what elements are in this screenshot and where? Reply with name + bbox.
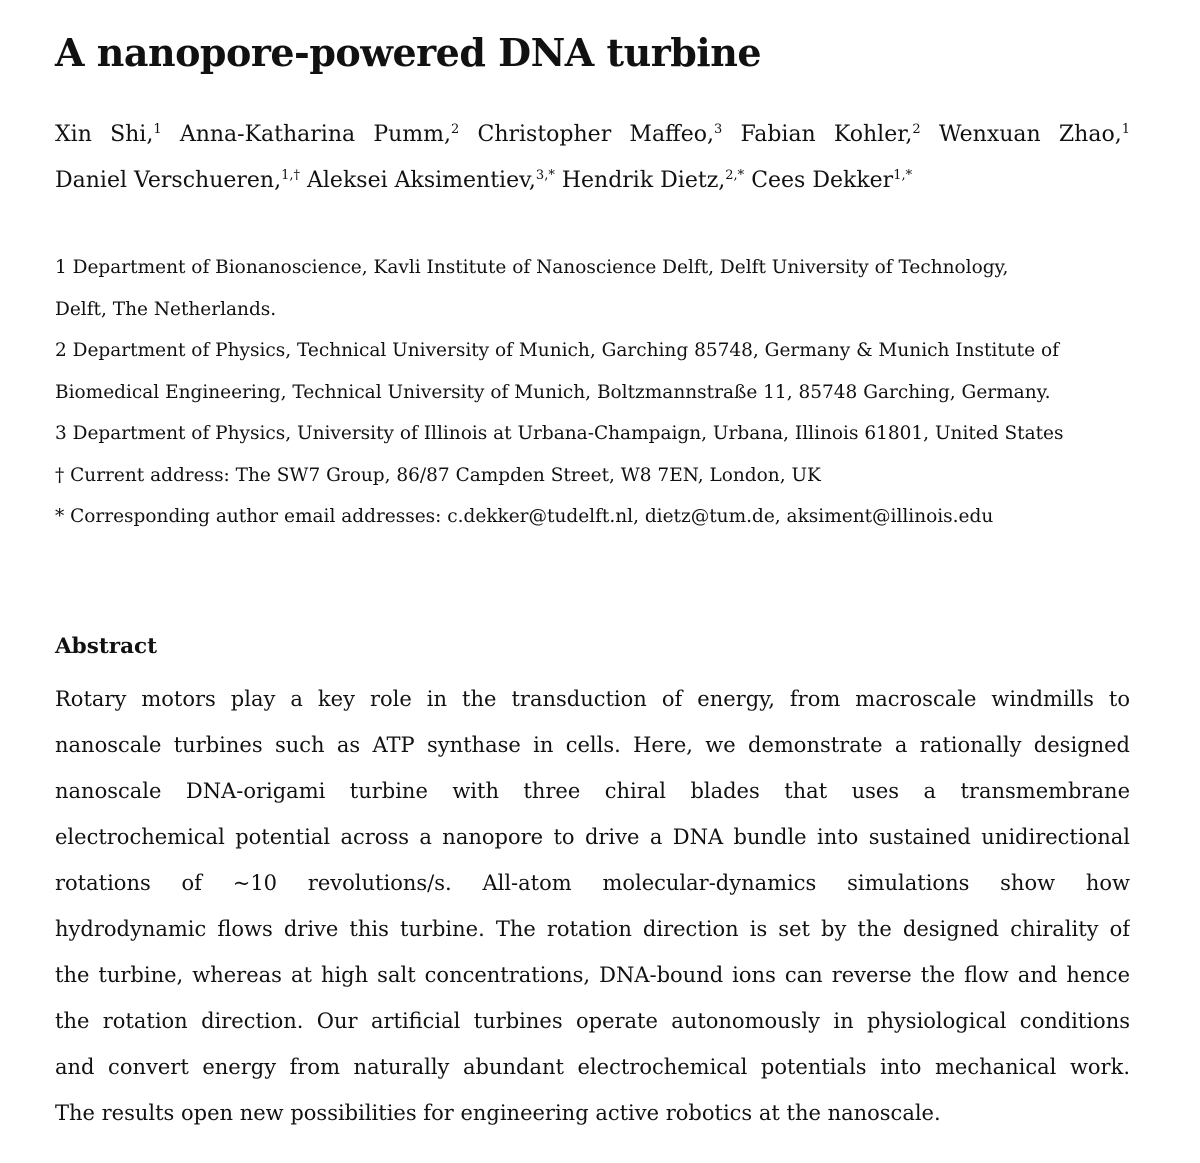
author-list [55, 112, 1130, 204]
abstract-line: nanoscale DNA-origami turbine with three chiral blades that uses a transmembrane [55, 779, 1130, 803]
author: Fabian Kohler,$^2$ [740, 122, 921, 147]
abstract-line: the rotation direction. Our artificial turbines operate autonomously in physiological conditions [55, 1009, 1130, 1033]
author: Anna-Katharina Pumm,$^2$ [179, 122, 460, 147]
author-affiliation-marker: 1 [153, 122, 162, 137]
affiliation-list [55, 247, 1130, 538]
abstract-line: rotations of ~10 revolutions/s. All-atom molecular-dynamics simulations show how [55, 871, 1130, 895]
affiliation-1-line-1: 1 Department of Bionanoscience, Kavli Institute of Nanoscience Delft, Delft University of Technology, [55, 257, 1009, 278]
author: Cees Dekker$^{1,*}$ [751, 168, 913, 193]
abstract-body [55, 676, 1130, 1136]
abstract-line: hydrodynamic flows drive this turbine. The rotation direction is set by the designed chirality of [55, 917, 1130, 941]
affiliation-3: 3 Department of Physics, University of Illinois at Urbana-Champaign, Urbana, Illinois 61801, United States [55, 423, 1064, 444]
author-affiliation-marker: 1 [1121, 122, 1130, 137]
author-affiliation-marker: 3,* [535, 168, 555, 183]
abstract-line: Rotary motors play a key role in the transduction of energy, from macroscale windmills to [55, 687, 1130, 711]
author: Christopher Maffeo,$^3$ [477, 122, 723, 147]
corresponding-author-note: * Corresponding author email addresses: c.dekker@tudelft.nl, dietz@tum.de, aksiment@illinois.edu [55, 506, 994, 527]
author: Daniel Verschueren,$^{1,\dagger}$ [55, 168, 300, 193]
abstract-line: electrochemical potential across a nanopore to drive a DNA bundle into sustained unidirectional [55, 825, 1130, 849]
author: Wenxuan Zhao,$^1$ [938, 122, 1130, 147]
author-affiliation-marker: 1,* [893, 168, 913, 183]
abstract-line: and convert energy from naturally abundant electrochemical potentials into mechanical work. [55, 1055, 1130, 1079]
author-affiliation-marker: 2 [451, 122, 460, 137]
abstract-line: the turbine, whereas at high salt concentrations, DNA-bound ions can reverse the flow and hence [55, 963, 1130, 987]
author: Hendrik Dietz,$^{2,*}$ [561, 168, 745, 193]
paper-title: A nanopore-powered DNA turbine [55, 30, 762, 75]
author: Aleksei Aksimentiev,$^{3,*}$ [307, 168, 555, 193]
author-affiliation-marker: 3 [713, 122, 723, 137]
affiliation-1-line-2: Delft, The Netherlands. [55, 298, 277, 320]
abstract-line: nanoscale turbines such as ATP synthase in cells. Here, we demonstrate a rationally designed [55, 733, 1130, 757]
author-affiliation-marker: 2 [912, 122, 921, 137]
affiliation-2-line-2: Biomedical Engineering, Technical University of Munich, Boltzmannstraße 11, 85748 Garching, Germany. [55, 381, 1051, 403]
author-affiliation-marker: 2,* [725, 168, 745, 183]
author: Xin Shi,$^1$ [55, 122, 162, 147]
author-affiliation-marker: 1,† [281, 168, 300, 183]
abstract-heading: Abstract [55, 634, 158, 659]
current-address-note: † Current address: The SW7 Group, 86/87 Campden Street, W8 7EN, London, UK [55, 464, 821, 486]
abstract-line: The results open new possibilities for engineering active robotics at the nanoscale. [55, 1101, 941, 1125]
affiliation-2-line-1: 2 Department of Physics, Technical University of Munich, Garching 85748, Germany & Munich Institute of [55, 340, 1059, 361]
